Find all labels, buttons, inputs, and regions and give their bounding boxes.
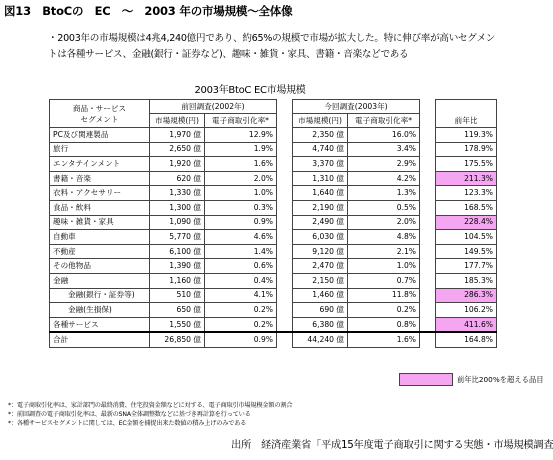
- total-curr-size: 44,240 億: [293, 332, 348, 347]
- row-category: PC及び関連製品: [50, 128, 150, 143]
- row-growth: 119.3%: [436, 128, 497, 143]
- table-row: [50, 230, 497, 245]
- row-category: 不動産: [50, 244, 150, 259]
- header-growth: 前年比: [436, 100, 497, 128]
- row-prev-size: 6,100 億: [150, 244, 205, 259]
- total-prev-size: 26,850 億: [150, 332, 205, 347]
- row-prev-rate: 0.9%: [205, 215, 277, 230]
- source-citation: 出所 経済産業省「平成15年度電子商取引に関する実態・市場規模調査: [231, 439, 553, 451]
- table-row: [50, 288, 497, 303]
- row-prev-rate: 1.0%: [205, 186, 277, 201]
- spacer-cell: [420, 244, 436, 259]
- table-row: [50, 128, 497, 143]
- row-curr-size: 6,380 億: [293, 317, 348, 332]
- row-growth: 149.5%: [436, 244, 497, 259]
- spacer-cell: [277, 186, 293, 201]
- legend: [399, 373, 544, 386]
- row-curr-rate: 4.2%: [348, 171, 420, 186]
- row-growth: 286.3%: [436, 288, 497, 303]
- row-curr-rate: 0.8%: [348, 317, 420, 332]
- row-prev-size: 2,650 億: [150, 142, 205, 157]
- legend-swatch: [399, 373, 453, 386]
- spacer-cell: [277, 259, 293, 274]
- row-prev-rate: 0.3%: [205, 200, 277, 215]
- row-prev-size: 510 億: [150, 288, 205, 303]
- spacer-cell: [277, 230, 293, 245]
- row-curr-rate: 16.0%: [348, 128, 420, 143]
- row-prev-rate: 0.2%: [205, 317, 277, 332]
- row-prev-rate: 0.2%: [205, 303, 277, 318]
- table-row: [50, 157, 497, 172]
- row-curr-rate: 4.8%: [348, 230, 420, 245]
- table-title: 2003年BtoC EC市場規模: [194, 85, 306, 96]
- row-curr-rate: 3.4%: [348, 142, 420, 157]
- row-prev-size: 1,160 億: [150, 273, 205, 288]
- figure-title: 図13 BtoCの EC ～ 2003 年の市場規模～全体像: [4, 4, 293, 18]
- spacer-cell: [420, 171, 436, 186]
- row-prev-size: 650 億: [150, 303, 205, 318]
- table-row: [50, 273, 497, 288]
- row-curr-rate: 0.2%: [348, 303, 420, 318]
- total-row: [50, 332, 497, 347]
- spacer-cell: [277, 273, 293, 288]
- table-row: [50, 259, 497, 274]
- row-category: 金融(銀行・証券等): [50, 288, 150, 303]
- header-category-label: 商品・サービス セグメント: [72, 103, 127, 124]
- row-growth: 411.6%: [436, 317, 497, 332]
- spacer-cell: [277, 200, 293, 215]
- table-row: [50, 303, 497, 318]
- row-category: 衣料・アクセサリー: [50, 186, 150, 201]
- spacer-cell: [277, 215, 293, 230]
- row-curr-rate: 11.8%: [348, 288, 420, 303]
- spacer-cell: [277, 317, 293, 332]
- spacer-cell: [420, 332, 436, 347]
- header-curr-market-size: 市場規模(円): [293, 114, 348, 128]
- intro-line: ・2003年の市場規模は4兆4,240億円であり、約65%の規模で市場が拡大した。特に伸び率が高いセグメン: [48, 33, 496, 44]
- row-curr-rate: 2.9%: [348, 157, 420, 172]
- legend-label: 前年比200%を超える品目: [457, 374, 544, 384]
- header-prev-ec-rate: 電子商取引化率*: [205, 114, 277, 128]
- header-prev-market-size: 市場規模(円): [150, 114, 205, 128]
- row-prev-rate: 1.6%: [205, 157, 277, 172]
- row-category: 食品・飲料: [50, 200, 150, 215]
- spacer-cell: [420, 259, 436, 274]
- spacer-cell: [420, 128, 436, 143]
- footnote: *：各種サービスセグメントに関しては、EC金額を捕捉出来た数値の積み上げのみである: [8, 420, 247, 427]
- spacer-cell: [420, 100, 436, 128]
- table-row: [50, 171, 497, 186]
- spacer-cell: [277, 128, 293, 143]
- header-prev-survey: 前回調査(2002年): [150, 100, 277, 114]
- row-prev-size: 1,330 億: [150, 186, 205, 201]
- row-curr-rate: 1.0%: [348, 259, 420, 274]
- row-prev-size: 1,920 億: [150, 157, 205, 172]
- table-row: [50, 244, 497, 259]
- row-category: エンタテインメント: [50, 157, 150, 172]
- row-curr-size: 690 億: [293, 303, 348, 318]
- row-growth: 123.3%: [436, 186, 497, 201]
- spacer-cell: [420, 303, 436, 318]
- spacer-cell: [277, 142, 293, 157]
- row-growth: 177.7%: [436, 259, 497, 274]
- row-growth: 106.2%: [436, 303, 497, 318]
- table-row: [50, 186, 497, 201]
- spacer-cell: [277, 157, 293, 172]
- row-curr-rate: 1.3%: [348, 186, 420, 201]
- row-curr-rate: 2.1%: [348, 244, 420, 259]
- market-size-table: [49, 99, 497, 348]
- row-category: 金融: [50, 273, 150, 288]
- spacer-cell: [277, 100, 293, 128]
- header-curr-survey: 今回調査(2003年): [293, 100, 420, 114]
- row-curr-rate: 2.0%: [348, 215, 420, 230]
- row-curr-size: 4,740 億: [293, 142, 348, 157]
- row-prev-size: 1,090 億: [150, 215, 205, 230]
- row-growth: 178.9%: [436, 142, 497, 157]
- row-curr-size: 3,370 億: [293, 157, 348, 172]
- footnotes: [8, 401, 292, 428]
- row-curr-size: 1,460 億: [293, 288, 348, 303]
- total-growth: 164.8%: [436, 332, 497, 347]
- table-row: [50, 142, 497, 157]
- spacer-cell: [277, 244, 293, 259]
- row-prev-rate: 4.1%: [205, 288, 277, 303]
- footnote: *：前回調査の電子商取引化率は、最新のSNA全体調整数などに基づき再計算を行っている: [8, 411, 251, 418]
- row-growth: 211.3%: [436, 171, 497, 186]
- spacer-cell: [277, 332, 293, 347]
- spacer-cell: [420, 215, 436, 230]
- header-curr-ec-rate: 電子商取引化率*: [348, 114, 420, 128]
- spacer-cell: [420, 200, 436, 215]
- table-row: [50, 317, 497, 332]
- spacer-cell: [420, 273, 436, 288]
- header-category: [50, 100, 150, 128]
- row-prev-rate: 0.4%: [205, 273, 277, 288]
- row-prev-size: 5,770 億: [150, 230, 205, 245]
- row-curr-rate: 0.5%: [348, 200, 420, 215]
- row-category: 各種サービス: [50, 317, 150, 332]
- row-curr-size: 2,190 億: [293, 200, 348, 215]
- footnote: *：電子商取引化率は、家計部門の最終消費、住宅投資金額などに対する、電子商取引市場規模金額の割合: [8, 402, 293, 409]
- row-prev-size: 1,300 億: [150, 200, 205, 215]
- spacer-cell: [420, 157, 436, 172]
- row-curr-size: 2,490 億: [293, 215, 348, 230]
- row-category: 書籍・音楽: [50, 171, 150, 186]
- row-curr-size: 9,120 億: [293, 244, 348, 259]
- spacer-cell: [277, 288, 293, 303]
- row-curr-size: 2,150 億: [293, 273, 348, 288]
- row-prev-rate: 4.6%: [205, 230, 277, 245]
- spacer-cell: [420, 288, 436, 303]
- row-category: 旅行: [50, 142, 150, 157]
- row-growth: 185.3%: [436, 273, 497, 288]
- row-growth: 175.5%: [436, 157, 497, 172]
- row-curr-size: 1,640 億: [293, 186, 348, 201]
- row-growth: 228.4%: [436, 215, 497, 230]
- row-category: 金融(生損保): [50, 303, 150, 318]
- row-prev-size: 620 億: [150, 171, 205, 186]
- row-growth: 168.5%: [436, 200, 497, 215]
- row-curr-size: 2,470 億: [293, 259, 348, 274]
- row-growth: 104.5%: [436, 230, 497, 245]
- row-prev-rate: 12.9%: [205, 128, 277, 143]
- total-curr-rate: 1.6%: [348, 332, 420, 347]
- row-category: 趣味・雑貨・家具: [50, 215, 150, 230]
- row-prev-size: 1,970 億: [150, 128, 205, 143]
- row-prev-rate: 1.9%: [205, 142, 277, 157]
- intro-text: [48, 31, 496, 63]
- total-prev-rate: 0.9%: [205, 332, 277, 347]
- table-row: [50, 200, 497, 215]
- intro-line: トは各種サービス、金融(銀行・証券など)、趣味・雑貨・家具、書籍・音楽などである: [48, 49, 409, 60]
- spacer-cell: [420, 317, 436, 332]
- header-row: [50, 100, 497, 114]
- table-row: [50, 215, 497, 230]
- row-category: その他物品: [50, 259, 150, 274]
- row-curr-size: 1,310 億: [293, 171, 348, 186]
- spacer-cell: [420, 142, 436, 157]
- spacer-cell: [420, 186, 436, 201]
- row-curr-rate: 0.7%: [348, 273, 420, 288]
- spacer-cell: [420, 230, 436, 245]
- total-label: 合計: [50, 332, 150, 347]
- row-prev-rate: 0.6%: [205, 259, 277, 274]
- row-category: 自動車: [50, 230, 150, 245]
- row-prev-rate: 1.4%: [205, 244, 277, 259]
- spacer-cell: [277, 171, 293, 186]
- row-prev-rate: 2.0%: [205, 171, 277, 186]
- row-prev-size: 1,550 億: [150, 317, 205, 332]
- row-curr-size: 2,350 億: [293, 128, 348, 143]
- row-curr-size: 6,030 億: [293, 230, 348, 245]
- row-prev-size: 1,390 億: [150, 259, 205, 274]
- spacer-cell: [277, 303, 293, 318]
